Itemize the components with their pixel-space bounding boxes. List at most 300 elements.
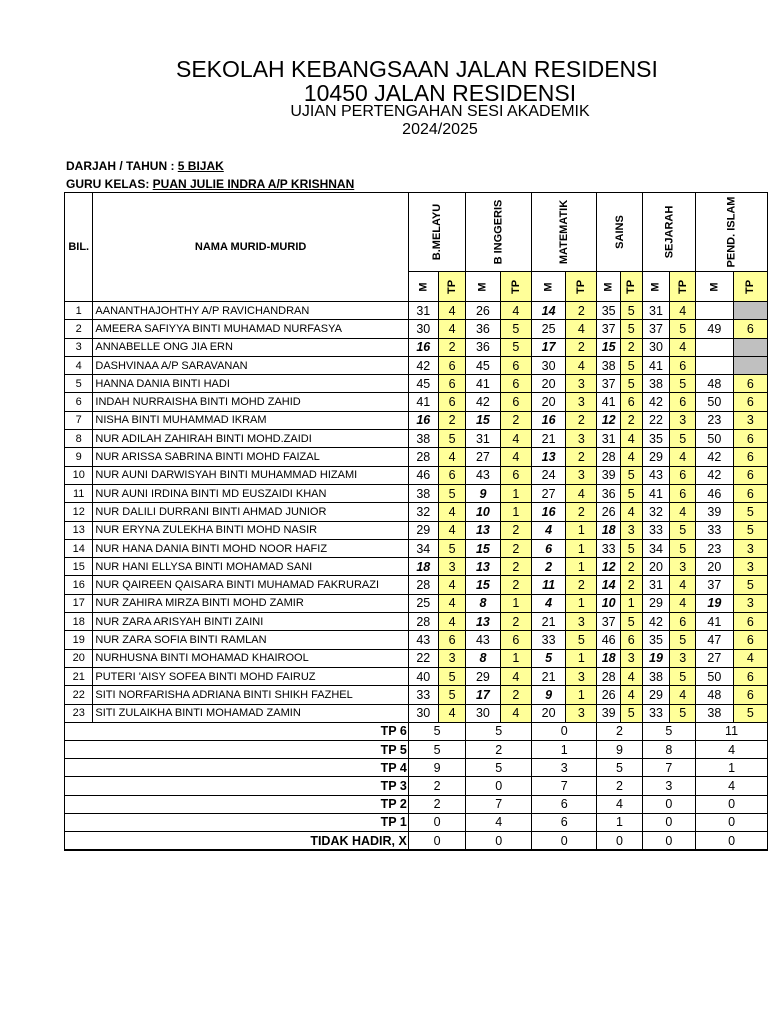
mark-cell: 20 <box>642 558 670 576</box>
m-label: M <box>649 281 662 292</box>
mark-cell <box>696 338 734 356</box>
summary-value: 0 <box>696 831 768 850</box>
summary-value: 0 <box>696 795 768 813</box>
student-name: NUR ZARA ARISYAH BINTI ZAINI <box>93 613 408 631</box>
tp-cell: 5 <box>670 375 696 393</box>
summary-value: 1 <box>597 813 642 831</box>
mark-cell: 31 <box>466 430 500 448</box>
mark-cell: 35 <box>642 631 670 649</box>
teacher-label: GURU KELAS: <box>66 177 153 191</box>
tp-cell: 6 <box>733 631 767 649</box>
tp-cell: 4 <box>438 521 465 539</box>
tp-cell: 6 <box>733 430 767 448</box>
tp-subheader <box>670 272 696 302</box>
tp-cell: 5 <box>670 521 696 539</box>
bil-header: BIL. <box>65 193 93 302</box>
tp-cell: 6 <box>733 466 767 484</box>
table-row <box>65 356 768 374</box>
mark-cell: 19 <box>642 649 670 667</box>
summary-value: 5 <box>408 741 465 759</box>
table-row <box>65 466 768 484</box>
tp-cell: 6 <box>500 356 531 374</box>
tp-cell: 3 <box>670 558 696 576</box>
mark-cell: 41 <box>642 484 670 502</box>
summary-value: 9 <box>408 759 465 777</box>
student-name: NUR ADILAH ZAHIRAH BINTI MOHD.ZAIDI <box>93 430 408 448</box>
tp-subheader <box>500 272 531 302</box>
summary-label: TIDAK HADIR, X <box>65 831 409 850</box>
student-number: 14 <box>65 539 93 557</box>
tp-cell: 4 <box>500 704 531 722</box>
tp-cell <box>733 356 767 374</box>
mark-cell: 30 <box>532 356 566 374</box>
tp-cell: 5 <box>733 503 767 521</box>
student-number: 8 <box>65 430 93 448</box>
student-name: NUR HANA DANIA BINTI MOHD NOOR HAFIZ <box>93 539 408 557</box>
mark-cell: 26 <box>466 302 500 320</box>
tp-cell: 5 <box>620 375 642 393</box>
tp-cell: 4 <box>438 613 465 631</box>
summary-value: 1 <box>696 759 768 777</box>
mark-cell: 4 <box>532 521 566 539</box>
tp-cell: 3 <box>438 558 465 576</box>
mark-cell: 42 <box>642 613 670 631</box>
summary-label: TP 4 <box>65 759 409 777</box>
mark-cell: 18 <box>408 558 438 576</box>
mark-cell: 13 <box>532 448 566 466</box>
tp-cell: 3 <box>733 558 767 576</box>
tp-cell: 1 <box>566 686 597 704</box>
results-table <box>64 192 768 851</box>
tp-cell: 6 <box>733 375 767 393</box>
mark-cell: 22 <box>408 649 438 667</box>
mark-cell: 37 <box>597 375 620 393</box>
mark-cell: 35 <box>642 430 670 448</box>
mark-cell: 15 <box>597 338 620 356</box>
mark-cell: 16 <box>532 411 566 429</box>
mark-cell: 20 <box>696 558 734 576</box>
mark-cell: 46 <box>597 631 620 649</box>
summary-value: 0 <box>642 813 696 831</box>
mark-cell: 37 <box>696 576 734 594</box>
summary-value: 2 <box>408 777 465 795</box>
summary-value: 8 <box>642 741 696 759</box>
tp-cell: 4 <box>670 594 696 612</box>
mark-cell: 37 <box>597 320 620 338</box>
tp-cell: 1 <box>566 649 597 667</box>
summary-value: 6 <box>532 795 597 813</box>
mark-cell: 17 <box>466 686 500 704</box>
mark-cell: 35 <box>597 302 620 320</box>
tp-cell: 3 <box>566 466 597 484</box>
tp-cell: 5 <box>438 686 465 704</box>
mark-cell: 45 <box>466 356 500 374</box>
summary-value: 7 <box>642 759 696 777</box>
subject-name: SEJARAH <box>662 205 675 259</box>
mark-cell: 21 <box>532 667 566 685</box>
table-row <box>65 558 768 576</box>
tp-cell: 1 <box>500 503 531 521</box>
mark-cell: 13 <box>466 521 500 539</box>
tp-cell: 5 <box>733 521 767 539</box>
tp-cell: 6 <box>733 667 767 685</box>
student-number: 9 <box>65 448 93 466</box>
teacher-info <box>66 177 354 191</box>
mark-cell: 34 <box>642 539 670 557</box>
mark-cell: 39 <box>597 466 620 484</box>
mark-cell: 25 <box>408 594 438 612</box>
summary-value: 3 <box>532 759 597 777</box>
student-name: NUR DALILI DURRANI BINTI AHMAD JUNIOR <box>93 503 408 521</box>
mark-cell: 28 <box>597 448 620 466</box>
mark-cell: 42 <box>408 356 438 374</box>
tp-cell: 3 <box>620 649 642 667</box>
subject-name: B.MELAYU <box>431 203 444 261</box>
student-name: NUR QAIREEN QAISARA BINTI MUHAMAD FAKRURAZI <box>93 576 408 594</box>
mark-cell: 38 <box>597 356 620 374</box>
mark-cell: 49 <box>696 320 734 338</box>
mark-cell: 42 <box>642 393 670 411</box>
mark-cell: 30 <box>642 338 670 356</box>
tp-cell: 3 <box>566 375 597 393</box>
mark-cell: 27 <box>532 484 566 502</box>
tp-label: TP <box>509 279 522 294</box>
tp-cell: 5 <box>620 539 642 557</box>
tp-cell: 6 <box>500 393 531 411</box>
mark-cell: 14 <box>532 302 566 320</box>
mark-cell: 16 <box>408 411 438 429</box>
mark-cell: 20 <box>532 375 566 393</box>
student-name: NUR AUNI IRDINA BINTI MD EUSZAIDI KHAN <box>93 484 408 502</box>
tp-cell: 1 <box>620 594 642 612</box>
tp-cell: 3 <box>670 411 696 429</box>
tp-label: TP <box>446 279 459 294</box>
tp-cell: 4 <box>566 356 597 374</box>
student-number: 5 <box>65 375 93 393</box>
tp-cell: 5 <box>500 320 531 338</box>
summary-label: TP 1 <box>65 813 409 831</box>
tp-cell: 2 <box>500 521 531 539</box>
table-row <box>65 704 768 722</box>
tp-cell: 5 <box>670 320 696 338</box>
summary-value: 2 <box>466 741 532 759</box>
student-number: 7 <box>65 411 93 429</box>
student-number: 11 <box>65 484 93 502</box>
tp-cell: 6 <box>500 631 531 649</box>
table-row <box>65 631 768 649</box>
subject-header <box>642 193 696 272</box>
mark-cell: 17 <box>532 338 566 356</box>
tp-cell: 5 <box>620 302 642 320</box>
summary-row <box>65 722 768 740</box>
tp-cell: 4 <box>733 649 767 667</box>
tp-cell: 2 <box>566 338 597 356</box>
tp-cell: 4 <box>438 576 465 594</box>
mark-cell: 34 <box>408 539 438 557</box>
m-label: M <box>417 281 430 292</box>
mark-cell: 28 <box>408 613 438 631</box>
mark-cell: 18 <box>597 521 620 539</box>
tp-cell: 5 <box>670 631 696 649</box>
mark-cell: 50 <box>696 667 734 685</box>
mark-cell: 25 <box>532 320 566 338</box>
mark-cell: 41 <box>597 393 620 411</box>
summary-value: 2 <box>597 777 642 795</box>
tp-cell: 5 <box>620 613 642 631</box>
table-row <box>65 411 768 429</box>
tp-cell: 2 <box>438 338 465 356</box>
student-number: 12 <box>65 503 93 521</box>
school-name: SEKOLAH KEBANGSAAN JALAN RESIDENSI <box>176 56 658 82</box>
tp-cell: 4 <box>500 667 531 685</box>
table-row <box>65 521 768 539</box>
tp-cell: 4 <box>438 704 465 722</box>
tp-cell: 2 <box>500 576 531 594</box>
mark-cell: 15 <box>466 411 500 429</box>
mark-cell: 16 <box>532 503 566 521</box>
mark-cell: 33 <box>597 539 620 557</box>
mark-cell: 33 <box>642 521 670 539</box>
table-row <box>65 484 768 502</box>
subject-name: PEND. ISLAM <box>725 196 738 268</box>
student-number: 6 <box>65 393 93 411</box>
table-row <box>65 430 768 448</box>
subject-name: SAINS <box>613 215 626 249</box>
summary-row <box>65 795 768 813</box>
summary-value: 5 <box>642 722 696 740</box>
summary-value: 0 <box>532 831 597 850</box>
mark-cell: 36 <box>466 338 500 356</box>
mark-cell: 28 <box>408 576 438 594</box>
table-row <box>65 338 768 356</box>
table-row <box>65 649 768 667</box>
summary-value: 7 <box>532 777 597 795</box>
mark-cell: 28 <box>597 667 620 685</box>
mark-cell: 26 <box>597 503 620 521</box>
mark-cell: 8 <box>466 649 500 667</box>
table-row <box>65 613 768 631</box>
table-row <box>65 667 768 685</box>
table-row <box>65 375 768 393</box>
tp-cell: 6 <box>670 613 696 631</box>
tp-cell: 6 <box>670 466 696 484</box>
mark-cell: 38 <box>408 430 438 448</box>
mark-cell: 13 <box>466 558 500 576</box>
tp-cell: 3 <box>566 430 597 448</box>
tp-cell: 6 <box>438 466 465 484</box>
mark-cell: 23 <box>696 411 734 429</box>
summary-label: TP 6 <box>65 722 409 740</box>
summary-value: 1 <box>532 741 597 759</box>
tp-cell: 5 <box>438 484 465 502</box>
mark-cell: 33 <box>642 704 670 722</box>
summary-value: 2 <box>597 722 642 740</box>
student-name: AANANTHAJOHTHY A/P RAVICHANDRAN <box>93 302 408 320</box>
summary-value: 0 <box>408 813 465 831</box>
school-address: 10450 JALAN RESIDENSI <box>303 80 577 106</box>
student-number: 21 <box>65 667 93 685</box>
tp-cell: 4 <box>670 338 696 356</box>
tp-cell: 5 <box>670 704 696 722</box>
tp-cell: 1 <box>566 539 597 557</box>
tp-cell: 4 <box>670 686 696 704</box>
mark-cell: 2 <box>532 558 566 576</box>
mark-cell: 22 <box>642 411 670 429</box>
exam-title: UJIAN PERTENGAHAN SESI AKADEMIK <box>290 103 590 120</box>
tp-cell: 5 <box>620 704 642 722</box>
mark-cell: 38 <box>408 484 438 502</box>
mark-cell: 30 <box>408 704 438 722</box>
tp-cell: 1 <box>500 484 531 502</box>
tp-cell: 6 <box>733 686 767 704</box>
table-row <box>65 539 768 557</box>
student-number: 16 <box>65 576 93 594</box>
tp-cell: 6 <box>438 375 465 393</box>
tp-cell: 1 <box>566 521 597 539</box>
mark-cell: 8 <box>466 594 500 612</box>
tp-cell: 4 <box>438 320 465 338</box>
tp-cell: 6 <box>670 484 696 502</box>
mark-cell: 10 <box>466 503 500 521</box>
student-number: 20 <box>65 649 93 667</box>
mark-cell: 33 <box>696 521 734 539</box>
mark-cell: 29 <box>642 594 670 612</box>
student-number: 23 <box>65 704 93 722</box>
table-row <box>65 594 768 612</box>
tp-cell: 1 <box>566 558 597 576</box>
m-subheader <box>408 272 438 302</box>
summary-value: 5 <box>408 722 465 740</box>
tp-cell: 3 <box>566 393 597 411</box>
subject-header <box>466 193 532 272</box>
tp-cell: 2 <box>566 411 597 429</box>
tp-cell: 6 <box>733 320 767 338</box>
student-name: AMEERA SAFIYYA BINTI MUHAMAD NURFASYA <box>93 320 408 338</box>
student-name: NUR AUNI DARWISYAH BINTI MUHAMMAD HIZAMI <box>93 466 408 484</box>
tp-cell: 6 <box>620 631 642 649</box>
tp-cell: 3 <box>566 667 597 685</box>
summary-value: 7 <box>466 795 532 813</box>
student-number: 22 <box>65 686 93 704</box>
mark-cell: 41 <box>642 356 670 374</box>
tp-cell: 4 <box>620 448 642 466</box>
table-row <box>65 320 768 338</box>
mark-cell: 41 <box>466 375 500 393</box>
summary-row <box>65 759 768 777</box>
mark-cell: 24 <box>532 466 566 484</box>
tp-cell: 2 <box>620 411 642 429</box>
tp-cell: 2 <box>566 302 597 320</box>
student-name: NUR ERYNA ZULEKHA BINTI MOHD NASIR <box>93 521 408 539</box>
tp-cell: 1 <box>566 594 597 612</box>
student-name: NUR ZAHIRA MIRZA BINTI MOHD ZAMIR <box>93 594 408 612</box>
summary-label: TP 5 <box>65 741 409 759</box>
mark-cell: 43 <box>642 466 670 484</box>
summary-value: 4 <box>597 795 642 813</box>
student-number: 10 <box>65 466 93 484</box>
summary-row <box>65 741 768 759</box>
summary-value: 5 <box>466 722 532 740</box>
tp-cell: 5 <box>670 539 696 557</box>
summary-value: 0 <box>466 777 532 795</box>
mark-cell: 39 <box>696 503 734 521</box>
mark-cell: 50 <box>696 393 734 411</box>
table-row <box>65 302 768 320</box>
summary-value: 5 <box>466 759 532 777</box>
tp-cell: 4 <box>438 503 465 521</box>
mark-cell: 31 <box>642 302 670 320</box>
tp-label: TP <box>575 279 588 294</box>
mark-cell: 43 <box>466 466 500 484</box>
mark-cell: 23 <box>696 539 734 557</box>
tp-cell: 2 <box>620 576 642 594</box>
student-name: NISHA BINTI MUHAMMAD IKRAM <box>93 411 408 429</box>
tp-cell: 5 <box>566 631 597 649</box>
student-number: 13 <box>65 521 93 539</box>
summary-value: 2 <box>408 795 465 813</box>
tp-cell: 5 <box>438 430 465 448</box>
student-number: 18 <box>65 613 93 631</box>
exam-year: 2024/2025 <box>402 121 478 138</box>
tp-cell <box>733 338 767 356</box>
tp-cell: 5 <box>438 667 465 685</box>
m-subheader <box>597 272 620 302</box>
tp-cell: 6 <box>733 448 767 466</box>
mark-cell: 14 <box>597 576 620 594</box>
mark-cell: 19 <box>696 594 734 612</box>
mark-cell: 29 <box>642 686 670 704</box>
mark-cell: 16 <box>408 338 438 356</box>
m-label: M <box>602 281 615 292</box>
m-subheader <box>642 272 670 302</box>
mark-cell: 30 <box>408 320 438 338</box>
tp-cell: 4 <box>620 503 642 521</box>
tp-cell: 5 <box>500 338 531 356</box>
mark-cell: 4 <box>532 594 566 612</box>
mark-cell: 28 <box>408 448 438 466</box>
student-number: 15 <box>65 558 93 576</box>
tp-cell: 3 <box>438 649 465 667</box>
class-value: 5 BIJAK <box>177 159 224 173</box>
tp-subheader <box>733 272 767 302</box>
student-name: NUR ARISSA SABRINA BINTI MOHD FAIZAL <box>93 448 408 466</box>
mark-cell: 21 <box>532 613 566 631</box>
mark-cell: 21 <box>532 430 566 448</box>
mark-cell: 42 <box>466 393 500 411</box>
subject-header <box>532 193 597 272</box>
subject-header <box>696 193 768 272</box>
tp-cell: 1 <box>500 649 531 667</box>
mark-cell: 41 <box>696 613 734 631</box>
tp-cell: 4 <box>566 484 597 502</box>
tp-cell: 1 <box>500 594 531 612</box>
summary-label: TP 2 <box>65 795 409 813</box>
mark-cell: 43 <box>466 631 500 649</box>
tp-cell: 4 <box>500 430 531 448</box>
table-row <box>65 576 768 594</box>
mark-cell: 12 <box>597 558 620 576</box>
summary-row <box>65 777 768 795</box>
mark-cell: 50 <box>696 430 734 448</box>
summary-value: 0 <box>466 831 532 850</box>
mark-cell: 20 <box>532 704 566 722</box>
summary-value: 0 <box>408 831 465 850</box>
mark-cell: 20 <box>532 393 566 411</box>
tp-cell: 4 <box>670 302 696 320</box>
mark-cell: 38 <box>642 375 670 393</box>
student-number: 3 <box>65 338 93 356</box>
subject-header <box>597 193 642 272</box>
